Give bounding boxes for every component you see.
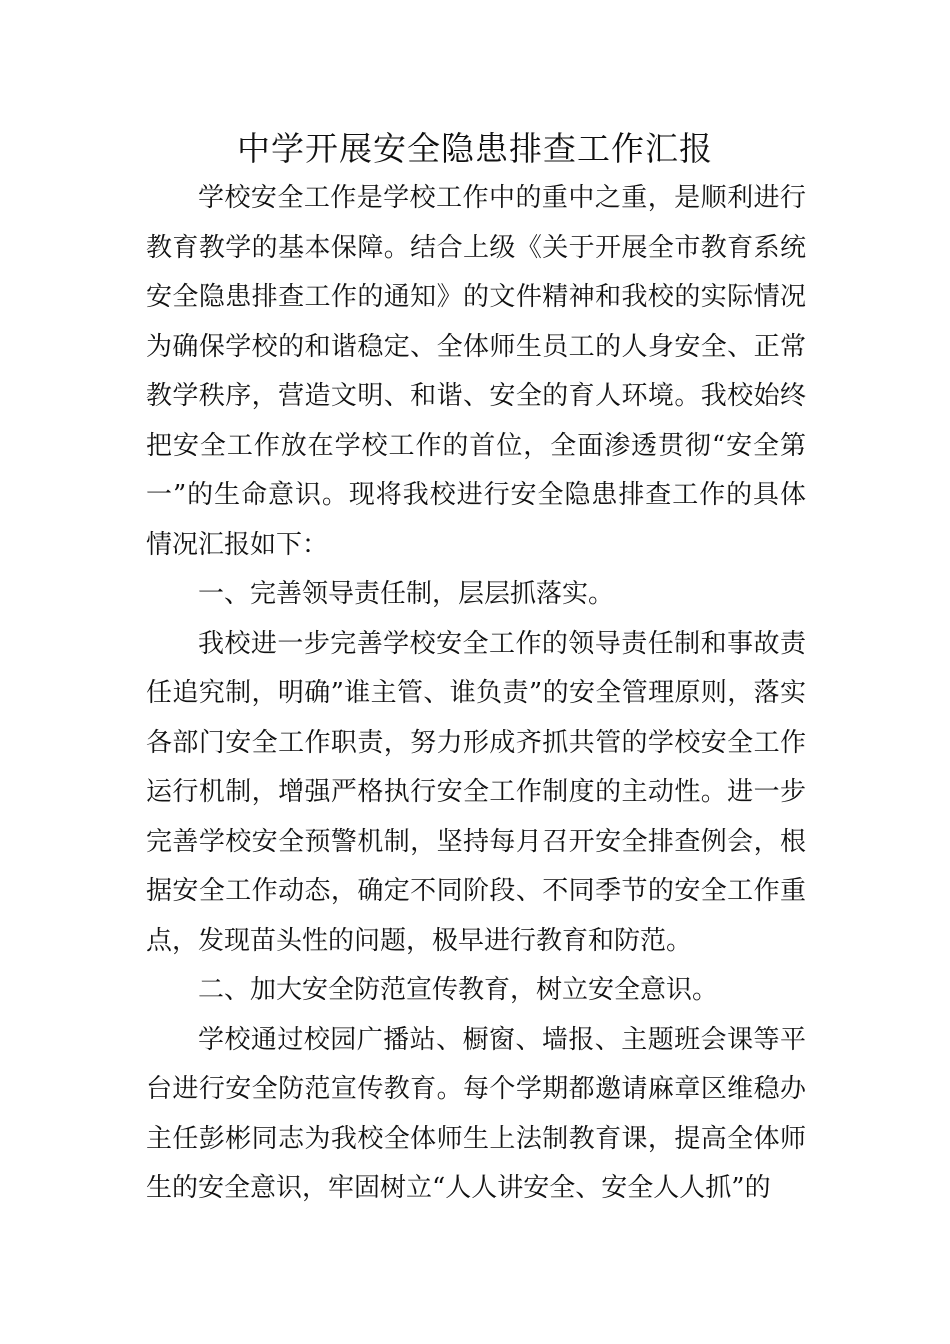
paragraph-intro: 学校安全工作是学校工作中的重中之重，是顺利进行教育教学的基本保障。结合上级《关于开展全市教育系统安全隐患排查工作的通知》的文件精神和我校的实际情况为确保学校的和谐稳定、全体师生员工的人身安全、正常教学秩序，营造文明、和谐、安全的育人环境。我校始终把安全工作放在学校工作的首位，全面渗透贯彻“安全第一”的生命意识。现将我校进行安全隐患排查工作的具体情况汇报如下： xyxy=(146,183,806,560)
section-heading-2: 二、加大安全防范宣传教育，树立安全意识。 xyxy=(198,975,719,1005)
document-body xyxy=(146,174,806,1214)
paragraph-section-2: 学校通过校园广播站、橱窗、墙报、主题班会课等平台进行安全防范宣传教育。每个学期都邀请麻章区维稳办主任彭彬同志为我校全体师生上法制教育课，提高全体师生的安全意识，牢固树立“人人讲安全、安全人人抓”的 xyxy=(146,1024,806,1203)
document-title: 中学开展安全隐患排查工作汇报 xyxy=(237,129,713,168)
section-heading-1: 一、完善领导责任制，层层抓落实。 xyxy=(198,579,615,609)
paragraph-section-1: 我校进一步完善学校安全工作的领导责任制和事故责任追究制，明确”谁主管、谁负责”的安全管理原则，落实各部门安全工作职责，努力形成齐抓共管的学校安全工作运行机制，增强严格执行安全工作制度的主动性。进一步完善学校安全预警机制，坚持每月召开安全排查例会，根据安全工作动态，确定不同阶段、不同季节的安全工作重点，发现苗头性的问题，极早进行教育和防范。 xyxy=(146,628,806,956)
